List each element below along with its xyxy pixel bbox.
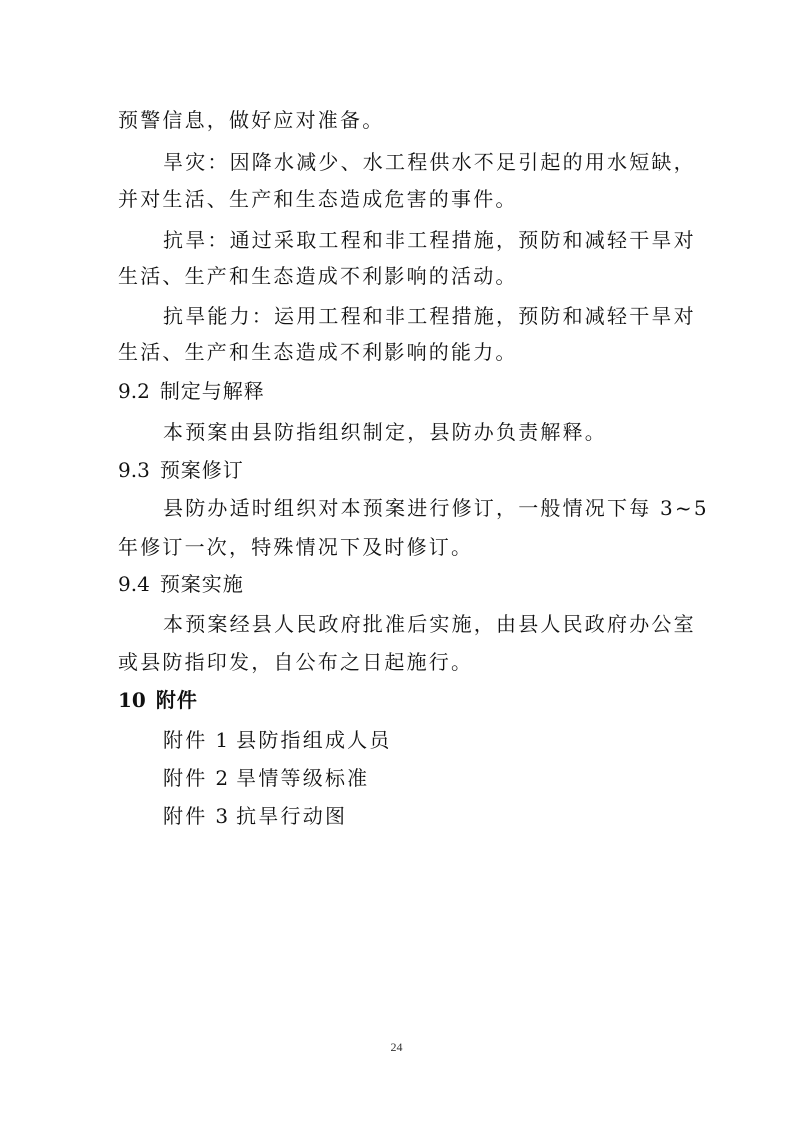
section-heading-9-4 xyxy=(118,570,244,598)
section-number: 9.4 xyxy=(118,572,150,596)
attachment-name: 抗旱行动图 xyxy=(236,804,348,828)
attachment-prefix: 附件 xyxy=(163,766,208,790)
section-9-4-line-1: 本预案经县人民政府批准后实施，由县人民政府办公室 xyxy=(163,612,696,636)
section-title: 预案修订 xyxy=(159,458,244,482)
section-heading-9-2 xyxy=(118,377,265,405)
paragraph-drought-relief-line-1: 抗旱：通过采取工程和非工程措施，预防和减轻干旱对 xyxy=(163,228,696,252)
attachment-prefix: 附件 xyxy=(163,728,208,752)
section-number: 10 xyxy=(118,688,146,712)
attachment-name: 县防指组成人员 xyxy=(236,728,392,752)
attachment-name: 旱情等级标准 xyxy=(236,766,370,790)
paragraph-drought-disaster-line-2: 并对生活、生产和生态造成危害的事件。 xyxy=(118,187,518,211)
attachment-number: 2 xyxy=(215,766,229,790)
attachment-prefix: 附件 xyxy=(163,804,208,828)
page-number: 24 xyxy=(390,1040,403,1054)
section-heading-9-3 xyxy=(118,456,244,484)
attachment-item-1 xyxy=(163,726,392,754)
paragraph-drought-capacity-line-2: 生活、生产和生态造成不利影响的能力。 xyxy=(118,340,518,364)
section-title: 制定与解释 xyxy=(159,379,265,403)
attachment-number: 3 xyxy=(215,804,229,828)
section-9-3-line-2: 年修订一次，特殊情况下及时修订。 xyxy=(118,535,474,559)
section-title: 附件 xyxy=(155,688,198,712)
paragraph-drought-disaster-line-1: 旱灾：因降水减少、水工程供水不足引起的用水短缺， xyxy=(163,150,696,174)
section-9-2-text: 本预案由县防指组织制定，县防办负责解释。 xyxy=(163,420,607,444)
section-9-3-line-1: 县防办适时组织对本预案进行修订，一般情况下每 3~5 xyxy=(163,496,709,520)
section-title: 预案实施 xyxy=(159,572,244,596)
section-number: 9.2 xyxy=(118,379,150,403)
section-number: 9.3 xyxy=(118,458,150,482)
paragraph-line: 预警信息，做好应对准备。 xyxy=(118,108,385,132)
paragraph-drought-relief-line-2: 生活、生产和生态造成不利影响的活动。 xyxy=(118,264,518,288)
attachment-item-2 xyxy=(163,764,369,792)
section-heading-10 xyxy=(118,686,198,714)
attachment-number: 1 xyxy=(215,728,229,752)
attachment-item-3 xyxy=(163,802,347,830)
paragraph-drought-capacity-line-1: 抗旱能力：运用工程和非工程措施，预防和减轻干旱对 xyxy=(163,304,696,328)
section-9-4-line-2: 或县防指印发，自公布之日起施行。 xyxy=(118,650,474,674)
